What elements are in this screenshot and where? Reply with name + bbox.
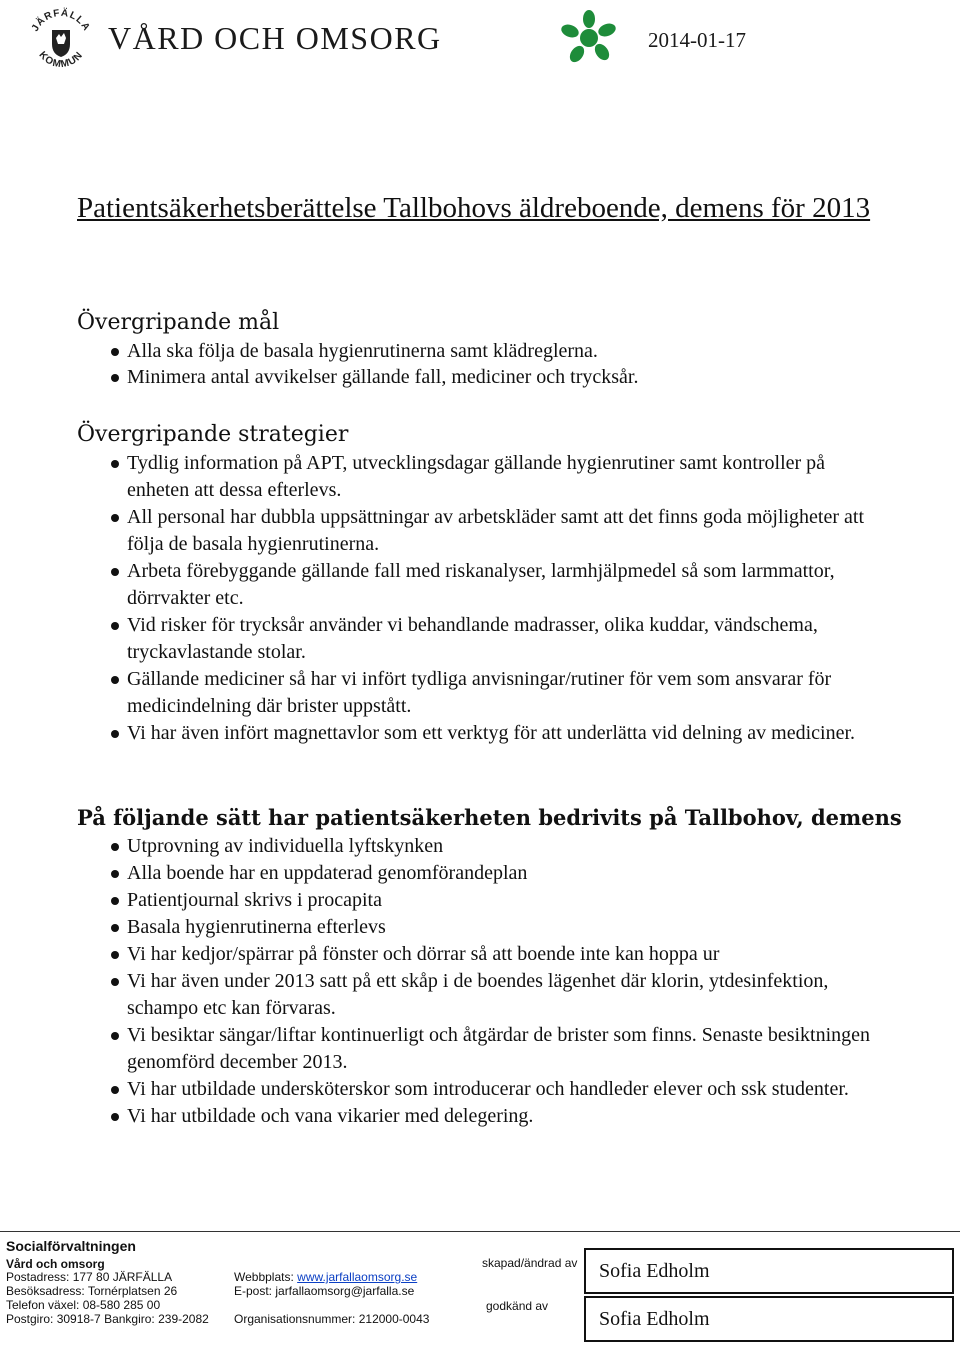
bullet-icon xyxy=(111,951,119,959)
list-item: Vi har även infört magnettavlor som ett verktyg för att underlätta vid delning av mediciner. xyxy=(77,720,917,747)
list-item: Tydlig information på APT, utvecklingsdagar gällande hygienrutiner samt kontroller på enheten att dessa efterlevs. xyxy=(77,450,917,504)
list-item: Utprovning av individuella lyftskynken xyxy=(77,833,917,860)
list-item: Minimera antal avvikelser gällande fall, mediciner och trycksår. xyxy=(77,364,917,390)
bullet-icon xyxy=(111,460,119,468)
document-title: Patientsäkerhetsberättelse Tallbohovs äldreboende, demens för 2013 xyxy=(77,192,871,224)
list-item: Vi har utbildade och vana vikarier med delegering. xyxy=(77,1103,917,1130)
section-goals xyxy=(77,308,917,390)
approved-by-box: Sofia Edholm xyxy=(584,1296,954,1342)
section-activities xyxy=(77,803,917,1130)
bullet-icon xyxy=(111,897,119,905)
list-item: Gällande mediciner så har vi infört tydliga anvisningar/rutiner för vem som ansvarar för medicindelning där brister uppstått. xyxy=(77,666,917,720)
section-heading-strategies: Övergripande strategier xyxy=(77,422,349,447)
bullet-icon xyxy=(111,676,119,684)
list-item: Vi besiktar sängar/liftar kontinuerligt och åtgärdar de brister som finns. Senaste besiktningen genomförd december 2013. xyxy=(77,1022,917,1076)
footer-address-block xyxy=(6,1270,209,1326)
flower-logo-icon xyxy=(558,8,620,68)
section-heading-goals: Övergripande mål xyxy=(77,310,280,335)
goals-list xyxy=(77,338,917,390)
footer-web: Webbplats: www.jarfallaomsorg.se xyxy=(234,1270,418,1284)
footer-org-name: Socialförvaltningen xyxy=(6,1238,136,1254)
bullet-icon xyxy=(111,730,119,738)
list-item: Vid risker för trycksår använder vi behandlande madrasser, olika kuddar, vändschema, tryckavlastande stolar. xyxy=(77,612,917,666)
footer-phone: Telefon växel: 08-580 285 00 xyxy=(6,1298,161,1312)
bullet-icon xyxy=(111,1086,119,1094)
svg-text:KOMMUN: KOMMUN xyxy=(36,49,86,71)
footer-contact-block xyxy=(234,1270,429,1326)
footer-giro: Postgiro: 30918-7 Bankgiro: 239-2082 xyxy=(6,1312,209,1326)
list-item: Vi har kedjor/spärrar på fönster och dörrar så att boende inte kan hoppa ur xyxy=(77,941,917,968)
bullet-icon xyxy=(111,568,119,576)
list-item: Patientjournal skrivs i procapita xyxy=(77,887,917,914)
created-by-box: Sofia Edholm xyxy=(584,1248,954,1294)
list-item: Basala hygienrutinerna efterlevs xyxy=(77,914,917,941)
bullet-icon xyxy=(111,1032,119,1040)
list-item: Alla boende har en uppdaterad genomförandeplan xyxy=(77,860,917,887)
bullet-icon xyxy=(111,514,119,522)
list-item: Arbeta förebyggande gällande fall med riskanalyser, larmhjälpmedel så som larmmattor, dörrvakter etc. xyxy=(77,558,917,612)
list-item: Vi har utbildade undersköterskor som introducerar och handleder elever och ssk studenter. xyxy=(77,1076,917,1103)
bullet-icon xyxy=(111,348,119,356)
document-date: 2014-01-17 xyxy=(648,28,746,52)
created-by-label: skapad/ändrad av xyxy=(482,1256,578,1270)
bullet-icon xyxy=(111,374,119,382)
activities-list xyxy=(77,833,917,1130)
list-item: All personal har dubbla uppsättningar av arbetskläder samt att det finns goda möjligheter att följa de basala hygienrutinerna. xyxy=(77,504,917,558)
svg-text:JÄRFÄLLA: JÄRFÄLLA xyxy=(29,7,93,34)
footer-web-link[interactable]: www.jarfallaomsorg.se xyxy=(297,1270,418,1284)
footer-visit: Besöksadress: Tornérplatsen 26 xyxy=(6,1284,178,1298)
bullet-icon xyxy=(111,924,119,932)
footer-email: E-post: jarfallaomsorg@jarfalla.se xyxy=(234,1284,415,1298)
jarfalla-seal-logo xyxy=(26,4,96,74)
footer-unit-name: Vård och omsorg xyxy=(6,1257,105,1271)
approved-by-label: godkänd av xyxy=(486,1299,549,1313)
list-item: Vi har även under 2013 satt på ett skåp i de boendes lägenhet där klorin, ytdesinfektion, schampo etc kan förvaras. xyxy=(77,968,917,1022)
footer-divider xyxy=(0,1231,960,1232)
bullet-icon xyxy=(111,622,119,630)
brand-name: VÅRD OCH OMSORG xyxy=(108,20,442,56)
bullet-icon xyxy=(111,1113,119,1121)
bullet-icon xyxy=(111,870,119,878)
footer-orgnr: Organisationsnummer: 212000-0043 xyxy=(234,1312,430,1326)
list-item: Alla ska följa de basala hygienrutinerna samt klädreglerna. xyxy=(77,338,917,364)
bullet-icon xyxy=(111,978,119,986)
section-heading-activities: På följande sätt har patientsäkerheten bedrivits på Tallbohov, demens xyxy=(77,805,902,830)
section-strategies xyxy=(77,420,917,747)
footer-spacer xyxy=(234,1298,429,1312)
bullet-icon xyxy=(111,843,119,851)
footer-postal: Postadress: 177 80 JÄRFÄLLA xyxy=(6,1270,173,1284)
strategies-list xyxy=(77,450,917,747)
